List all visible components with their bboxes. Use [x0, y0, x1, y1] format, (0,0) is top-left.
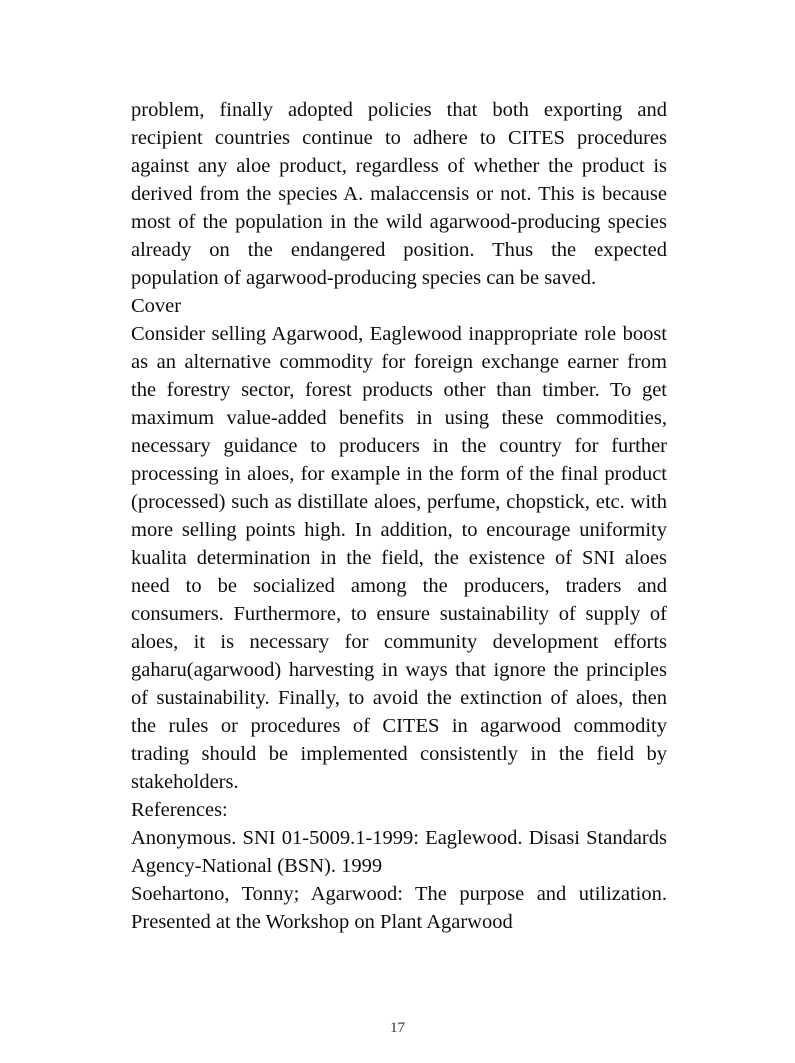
reference-entry: Soehartono, Tonny; Agarwood: The purpose and utilization. Presented at the Workshop on Plant Agarwood	[131, 883, 667, 933]
section-line-references: References:	[131, 799, 228, 821]
paragraph: problem, finally adopted policies that both exporting and recipient countries continue to adhere to CITES procedures against any aloe product, regardless of whether the product is derived from the species A. malaccensis or not. This is because most of the population in the wild agarwood-producing species already on the endangered position. Thus the expected population of agarwood-producing species can be saved.	[131, 99, 667, 289]
page-number: 17	[390, 1020, 405, 1036]
section-line-cover: Cover	[131, 295, 182, 317]
reference-entry: Anonymous. SNI 01-5009.1-1999: Eaglewood. Disasi Standards Agency-National (BSN). 1999	[131, 827, 667, 877]
paragraph: Consider selling Agarwood, Eaglewood inappropriate role boost as an alternative commodity for foreign exchange earner from the forestry sector, forest products other than timber. To get maximum value-added benefits in using these commodities, necessary guidance to producers in the country for further processing in aloes, for example in the form of the final product (processed) such as distillate aloes, perfume, chopstick, etc. with more selling points high. In addition, to encourage uniformity kualita determination in the field, the existence of SNI aloes need to be socialized among the producers, traders and consumers. Furthermore, to ensure sustainability of supply of aloes, it is necessary for community development efforts gaharu(agarwood) harvesting in ways that ignore the principles of sustainability. Finally, to avoid the extinction of aloes, then the rules or procedures of CITES in agarwood commodity trading should be implemented consistently in the field by stakeholders.	[131, 323, 667, 793]
page-body	[131, 96, 667, 936]
